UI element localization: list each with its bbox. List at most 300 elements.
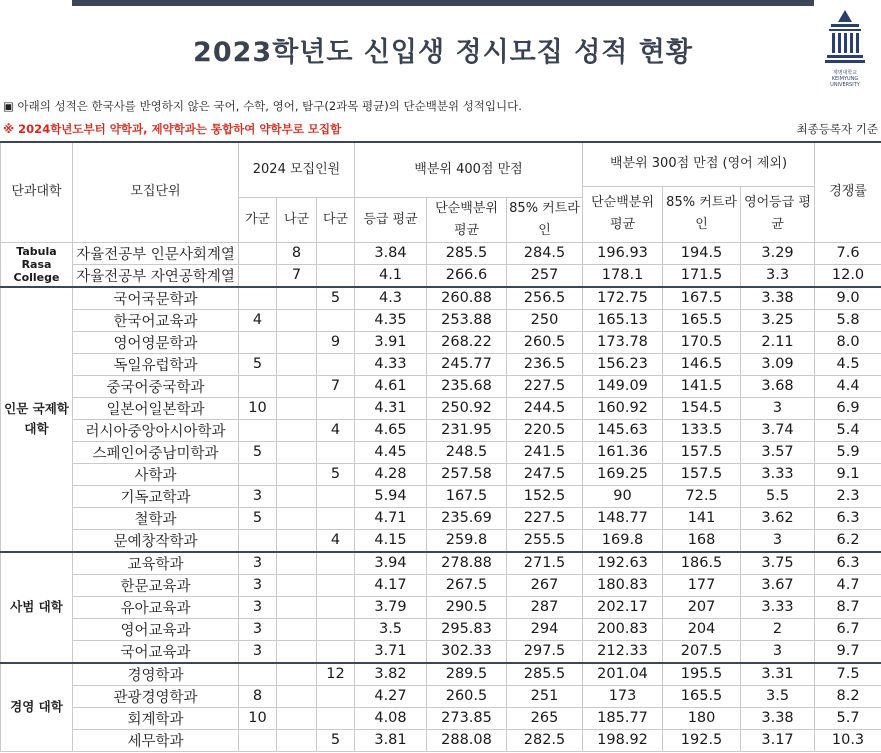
grade-avg-cell: 4.17 <box>355 574 427 596</box>
eng-grade-cell: 3.09 <box>741 353 815 375</box>
eng-grade-cell: 3 <box>741 640 815 663</box>
cut85-300-cell: 146.5 <box>663 353 741 375</box>
simple-avg-cell: 245.77 <box>427 353 507 375</box>
simple-avg-cell: 260.5 <box>427 685 507 707</box>
unit-cell: 국어국문학과 <box>73 287 239 310</box>
simple-avg300-cell: 156.23 <box>583 353 663 375</box>
quota-ga-cell: 10 <box>239 397 277 419</box>
quota-da-cell <box>317 574 355 596</box>
unit-cell: 기독교학과 <box>73 485 239 507</box>
quota-na-cell <box>277 419 317 441</box>
header-unit: 모집단위 <box>73 142 239 242</box>
eng-grade-cell: 3.25 <box>741 309 815 331</box>
grade-avg-cell: 3.94 <box>355 552 427 575</box>
competition-cell: 4.5 <box>815 353 881 375</box>
cut85-300-cell: 192.5 <box>663 729 741 751</box>
college-cell: 사범 대학 <box>1 552 73 663</box>
cut85-300-cell: 165.5 <box>663 685 741 707</box>
competition-cell: 8.0 <box>815 331 881 353</box>
unit-cell: 독일유럽학과 <box>73 353 239 375</box>
table-row <box>1 287 881 310</box>
quota-ga-cell <box>239 331 277 353</box>
unit-cell: 문예창작학과 <box>73 529 239 552</box>
simple-avg300-cell: 90 <box>583 485 663 507</box>
eng-grade-cell: 3.38 <box>741 287 815 310</box>
quota-na-cell <box>277 309 317 331</box>
quota-ga-cell <box>239 729 277 751</box>
simple-avg-cell: 295.83 <box>427 618 507 640</box>
info-note: ▣ 아래의 성적은 한국사를 반영하지 않은 국어, 수학, 영어, 탐구(2과목 평균)의 단순백분위 성적입니다. <box>3 99 522 113</box>
unit-cell: 관광경영학과 <box>73 685 239 707</box>
eng-grade-cell: 3.75 <box>741 552 815 575</box>
cut85-300-cell: 207.5 <box>663 640 741 663</box>
college-cell: 경영 대학 <box>1 663 73 752</box>
table-row <box>1 596 881 618</box>
cut85-300-cell: 165.5 <box>663 309 741 331</box>
quota-ga-cell <box>239 529 277 552</box>
cut85-cell: 260.5 <box>507 331 583 353</box>
warning-note: ※ 2024학년도부터 약학과, 제약학과는 통합하여 약학부로 모집함 <box>3 122 342 136</box>
table-row <box>1 685 881 707</box>
header-p400: 백분위 400점 만점 <box>355 142 583 197</box>
cut85-cell: 271.5 <box>507 552 583 575</box>
quota-na-cell <box>277 375 317 397</box>
quota-ga-cell <box>239 375 277 397</box>
unit-cell: 한문교육과 <box>73 574 239 596</box>
grade-avg-cell: 5.94 <box>355 485 427 507</box>
simple-avg-cell: 267.5 <box>427 574 507 596</box>
cut85-300-cell: 157.5 <box>663 463 741 485</box>
quota-na-cell: 7 <box>277 264 317 287</box>
quota-da-cell <box>317 397 355 419</box>
cut85-cell: 257 <box>507 264 583 287</box>
cut85-300-cell: 186.5 <box>663 552 741 575</box>
unit-cell: 한국어교육과 <box>73 309 239 331</box>
logo-name-ko: 계명대학교 <box>832 70 858 76</box>
cut85-300-cell: 204 <box>663 618 741 640</box>
quota-na-cell <box>277 618 317 640</box>
title-bar-accent <box>72 0 814 6</box>
table-row <box>1 529 881 552</box>
simple-avg-cell: 268.22 <box>427 331 507 353</box>
university-logo <box>820 8 870 94</box>
quota-da-cell <box>317 353 355 375</box>
header-quota: 2024 모집인원 <box>239 142 355 197</box>
quota-da-cell <box>317 441 355 463</box>
header-grade-avg: 등급 평균 <box>355 197 427 242</box>
table-row <box>1 309 881 331</box>
quota-ga-cell: 4 <box>239 309 277 331</box>
simple-avg300-cell: 212.33 <box>583 640 663 663</box>
grade-avg-cell: 4.61 <box>355 375 427 397</box>
simple-avg-cell: 248.5 <box>427 441 507 463</box>
quota-da-cell: 9 <box>317 331 355 353</box>
grade-avg-cell: 4.45 <box>355 441 427 463</box>
quota-na-cell <box>277 441 317 463</box>
competition-cell: 9.1 <box>815 463 881 485</box>
quota-da-cell <box>317 685 355 707</box>
simple-avg300-cell: 185.77 <box>583 707 663 729</box>
unit-cell: 영어교육과 <box>73 618 239 640</box>
cut85-cell: 250 <box>507 309 583 331</box>
competition-cell: 6.3 <box>815 552 881 575</box>
table-row <box>1 663 881 686</box>
simple-avg300-cell: 200.83 <box>583 618 663 640</box>
cut85-cell: 251 <box>507 685 583 707</box>
header-quota-ga: 가군 <box>239 197 277 242</box>
simple-avg300-cell: 148.77 <box>583 507 663 529</box>
table-row <box>1 707 881 729</box>
simple-avg300-cell: 169.8 <box>583 529 663 552</box>
eng-grade-cell: 3 <box>741 397 815 419</box>
eng-grade-cell: 3.33 <box>741 463 815 485</box>
table-row <box>1 353 881 375</box>
quota-da-cell <box>317 485 355 507</box>
quota-da-cell: 4 <box>317 529 355 552</box>
quota-na-cell <box>277 331 317 353</box>
quota-ga-cell <box>239 419 277 441</box>
simple-avg300-cell: 173 <box>583 685 663 707</box>
simple-avg300-cell: 161.36 <box>583 441 663 463</box>
grade-avg-cell: 4.3 <box>355 287 427 310</box>
competition-cell: 4.7 <box>815 574 881 596</box>
competition-cell: 4.4 <box>815 375 881 397</box>
table-row <box>1 375 881 397</box>
grade-avg-cell: 4.31 <box>355 397 427 419</box>
eng-grade-cell: 3.57 <box>741 441 815 463</box>
grade-avg-cell: 4.33 <box>355 353 427 375</box>
eng-grade-cell: 3.3 <box>741 264 815 287</box>
quota-na-cell <box>277 685 317 707</box>
logo-name-en: KEIMYUNG UNIVERSITY <box>830 76 860 88</box>
quota-da-cell <box>317 507 355 529</box>
table-row <box>1 264 881 287</box>
quota-ga-cell <box>239 663 277 686</box>
simple-avg-cell: 250.92 <box>427 397 507 419</box>
cut85-cell: 297.5 <box>507 640 583 663</box>
cut85-cell: 227.5 <box>507 507 583 529</box>
simple-avg-cell: 235.69 <box>427 507 507 529</box>
quota-ga-cell <box>239 287 277 310</box>
simple-avg300-cell: 180.83 <box>583 574 663 596</box>
competition-cell: 7.5 <box>815 663 881 686</box>
grade-avg-cell: 3.71 <box>355 640 427 663</box>
cut85-300-cell: 171.5 <box>663 264 741 287</box>
simple-avg-cell: 285.5 <box>427 242 507 264</box>
grade-avg-cell: 3.79 <box>355 596 427 618</box>
page-title: 2023학년도 신입생 정시모집 성적 현황 <box>193 37 693 68</box>
grade-avg-cell: 4.65 <box>355 419 427 441</box>
quota-da-cell: 5 <box>317 463 355 485</box>
cut85-300-cell: 180 <box>663 707 741 729</box>
table-row <box>1 331 881 353</box>
quota-na-cell <box>277 663 317 686</box>
simple-avg300-cell: 172.75 <box>583 287 663 310</box>
quota-da-cell <box>317 596 355 618</box>
competition-cell: 2.3 <box>815 485 881 507</box>
eng-grade-cell: 3.62 <box>741 507 815 529</box>
quota-da-cell <box>317 618 355 640</box>
competition-cell: 9.0 <box>815 287 881 310</box>
quota-da-cell <box>317 264 355 287</box>
header-simple-avg: 단순백분위 평균 <box>427 197 507 242</box>
competition-cell: 5.7 <box>815 707 881 729</box>
simple-avg300-cell: 173.78 <box>583 331 663 353</box>
cut85-cell: 255.5 <box>507 529 583 552</box>
simple-avg-cell: 289.5 <box>427 663 507 686</box>
quota-da-cell: 5 <box>317 287 355 310</box>
grade-avg-cell: 3.5 <box>355 618 427 640</box>
unit-cell: 철학과 <box>73 507 239 529</box>
competition-cell: 10.3 <box>815 729 881 751</box>
eng-grade-cell: 3.29 <box>741 242 815 264</box>
unit-cell: 국어교육과 <box>73 640 239 663</box>
quota-na-cell <box>277 640 317 663</box>
eng-grade-cell: 3.31 <box>741 663 815 686</box>
simple-avg-cell: 278.88 <box>427 552 507 575</box>
cut85-300-cell: 157.5 <box>663 441 741 463</box>
cut85-300-cell: 141.5 <box>663 375 741 397</box>
quota-na-cell <box>277 463 317 485</box>
grade-avg-cell: 3.84 <box>355 242 427 264</box>
simple-avg300-cell: 160.92 <box>583 397 663 419</box>
header-cut85-300: 85% 커트라인 <box>663 186 741 242</box>
cut85-cell: 284.5 <box>507 242 583 264</box>
quota-ga-cell: 3 <box>239 618 277 640</box>
header-p300: 백분위 300점 만점 (영어 제외) <box>583 142 815 186</box>
header-cut85: 85% 커트라인 <box>507 197 583 242</box>
cut85-300-cell: 141 <box>663 507 741 529</box>
header-simple-avg300: 단순백분위 평균 <box>583 186 663 242</box>
unit-cell: 사학과 <box>73 463 239 485</box>
header-eng-grade: 영어등급 평균 <box>741 186 815 242</box>
table-row <box>1 242 881 264</box>
results-table <box>0 141 881 752</box>
simple-avg300-cell: 149.09 <box>583 375 663 397</box>
eng-grade-cell: 3.17 <box>741 729 815 751</box>
cut85-cell: 282.5 <box>507 729 583 751</box>
unit-cell: 교육학과 <box>73 552 239 575</box>
table-row <box>1 729 881 751</box>
quota-na-cell <box>277 287 317 310</box>
grade-avg-cell: 4.71 <box>355 507 427 529</box>
grade-avg-cell: 3.81 <box>355 729 427 751</box>
quota-ga-cell: 3 <box>239 640 277 663</box>
simple-avg-cell: 235.68 <box>427 375 507 397</box>
university-emblem-icon <box>823 8 867 70</box>
eng-grade-cell: 3.5 <box>741 685 815 707</box>
unit-cell: 중국어중국학과 <box>73 375 239 397</box>
simple-avg300-cell: 145.63 <box>583 419 663 441</box>
table-row <box>1 419 881 441</box>
table-row <box>1 397 881 419</box>
results-table-body <box>1 242 881 751</box>
cut85-300-cell: 72.5 <box>663 485 741 507</box>
quota-da-cell <box>317 552 355 575</box>
competition-cell: 5.4 <box>815 419 881 441</box>
simple-avg-cell: 302.33 <box>427 640 507 663</box>
quota-da-cell: 7 <box>317 375 355 397</box>
quota-na-cell <box>277 729 317 751</box>
competition-cell: 6.7 <box>815 618 881 640</box>
simple-avg300-cell: 169.25 <box>583 463 663 485</box>
quota-ga-cell <box>239 242 277 264</box>
simple-avg-cell: 231.95 <box>427 419 507 441</box>
unit-cell: 스페인어중남미학과 <box>73 441 239 463</box>
header-competition: 경쟁률 <box>815 142 881 242</box>
table-row <box>1 552 881 575</box>
cut85-cell: 152.5 <box>507 485 583 507</box>
quota-ga-cell: 5 <box>239 441 277 463</box>
simple-avg300-cell: 198.92 <box>583 729 663 751</box>
table-row <box>1 507 881 529</box>
unit-cell: 러시아중앙아시아학과 <box>73 419 239 441</box>
grade-avg-cell: 4.15 <box>355 529 427 552</box>
quota-da-cell <box>317 242 355 264</box>
quota-ga-cell: 10 <box>239 707 277 729</box>
quota-da-cell <box>317 640 355 663</box>
simple-avg-cell: 257.58 <box>427 463 507 485</box>
quota-da-cell: 5 <box>317 729 355 751</box>
simple-avg-cell: 290.5 <box>427 596 507 618</box>
cut85-300-cell: 170.5 <box>663 331 741 353</box>
grade-avg-cell: 4.35 <box>355 309 427 331</box>
basis-note: 최종등록자 기준 <box>796 122 878 136</box>
quota-da-cell: 4 <box>317 419 355 441</box>
quota-ga-cell: 3 <box>239 596 277 618</box>
quota-ga-cell: 3 <box>239 485 277 507</box>
table-row <box>1 485 881 507</box>
college-cell: 인문 국제학 대학 <box>1 287 73 552</box>
quota-ga-cell: 8 <box>239 685 277 707</box>
cut85-300-cell: 194.5 <box>663 242 741 264</box>
cut85-cell: 227.5 <box>507 375 583 397</box>
table-row <box>1 574 881 596</box>
competition-cell: 6.9 <box>815 397 881 419</box>
competition-cell: 7.6 <box>815 242 881 264</box>
cut85-300-cell: 154.5 <box>663 397 741 419</box>
cut85-300-cell: 195.5 <box>663 663 741 686</box>
cut85-cell: 294 <box>507 618 583 640</box>
grade-avg-cell: 4.1 <box>355 264 427 287</box>
unit-cell: 일본어일본학과 <box>73 397 239 419</box>
competition-cell: 5.9 <box>815 441 881 463</box>
cut85-cell: 265 <box>507 707 583 729</box>
simple-avg300-cell: 178.1 <box>583 264 663 287</box>
eng-grade-cell: 3.74 <box>741 419 815 441</box>
eng-grade-cell: 2 <box>741 618 815 640</box>
grade-avg-cell: 4.27 <box>355 685 427 707</box>
unit-cell: 유아교육과 <box>73 596 239 618</box>
competition-cell: 12.0 <box>815 264 881 287</box>
table-row <box>1 441 881 463</box>
unit-cell: 회계학과 <box>73 707 239 729</box>
table-row <box>1 640 881 663</box>
simple-avg300-cell: 202.17 <box>583 596 663 618</box>
quota-na-cell <box>277 529 317 552</box>
cut85-300-cell: 177 <box>663 574 741 596</box>
header-quota-na: 나군 <box>277 197 317 242</box>
cut85-cell: 287 <box>507 596 583 618</box>
cut85-cell: 256.5 <box>507 287 583 310</box>
competition-cell: 9.7 <box>815 640 881 663</box>
simple-avg-cell: 253.88 <box>427 309 507 331</box>
cut85-300-cell: 168 <box>663 529 741 552</box>
simple-avg300-cell: 192.63 <box>583 552 663 575</box>
simple-avg-cell: 266.6 <box>427 264 507 287</box>
simple-avg-cell: 260.88 <box>427 287 507 310</box>
quota-ga-cell: 3 <box>239 574 277 596</box>
competition-cell: 5.8 <box>815 309 881 331</box>
competition-cell: 6.2 <box>815 529 881 552</box>
cut85-cell: 236.5 <box>507 353 583 375</box>
unit-cell: 자율전공부 인문사회계열 <box>73 242 239 264</box>
quota-na-cell <box>277 707 317 729</box>
simple-avg-cell: 167.5 <box>427 485 507 507</box>
eng-grade-cell: 2.11 <box>741 331 815 353</box>
grade-avg-cell: 4.28 <box>355 463 427 485</box>
unit-cell: 경영학과 <box>73 663 239 686</box>
quota-na-cell <box>277 485 317 507</box>
grade-avg-cell: 3.82 <box>355 663 427 686</box>
simple-avg300-cell: 196.93 <box>583 242 663 264</box>
cut85-300-cell: 133.5 <box>663 419 741 441</box>
grade-avg-cell: 3.91 <box>355 331 427 353</box>
cut85-300-cell: 167.5 <box>663 287 741 310</box>
simple-avg-cell: 259.8 <box>427 529 507 552</box>
quota-ga-cell: 5 <box>239 353 277 375</box>
quota-na-cell <box>277 552 317 575</box>
cut85-cell: 220.5 <box>507 419 583 441</box>
quota-ga-cell: 3 <box>239 552 277 575</box>
cut85-cell: 241.5 <box>507 441 583 463</box>
simple-avg-cell: 288.08 <box>427 729 507 751</box>
unit-cell: 영어영문학과 <box>73 331 239 353</box>
quota-na-cell <box>277 507 317 529</box>
quota-na-cell <box>277 596 317 618</box>
cut85-cell: 285.5 <box>507 663 583 686</box>
college-cell: Tabula Rasa College <box>1 242 73 287</box>
simple-avg300-cell: 201.04 <box>583 663 663 686</box>
eng-grade-cell: 3.67 <box>741 574 815 596</box>
quota-ga-cell <box>239 264 277 287</box>
table-row <box>1 463 881 485</box>
simple-avg300-cell: 165.13 <box>583 309 663 331</box>
quota-ga-cell <box>239 463 277 485</box>
cut85-cell: 244.5 <box>507 397 583 419</box>
header-quota-da: 다군 <box>317 197 355 242</box>
quota-na-cell: 8 <box>277 242 317 264</box>
quota-da-cell <box>317 707 355 729</box>
cut85-300-cell: 207 <box>663 596 741 618</box>
competition-cell: 6.3 <box>815 507 881 529</box>
cut85-cell: 247.5 <box>507 463 583 485</box>
quota-da-cell: 12 <box>317 663 355 686</box>
header-college: 단과대학 <box>1 142 73 242</box>
quota-na-cell <box>277 574 317 596</box>
unit-cell: 자율전공부 자연공학계열 <box>73 264 239 287</box>
quota-da-cell <box>317 309 355 331</box>
eng-grade-cell: 5.5 <box>741 485 815 507</box>
eng-grade-cell: 3.38 <box>741 707 815 729</box>
competition-cell: 8.7 <box>815 596 881 618</box>
table-row <box>1 618 881 640</box>
simple-avg-cell: 273.85 <box>427 707 507 729</box>
unit-cell: 세무학과 <box>73 729 239 751</box>
cut85-cell: 267 <box>507 574 583 596</box>
grade-avg-cell: 4.08 <box>355 707 427 729</box>
eng-grade-cell: 3.68 <box>741 375 815 397</box>
